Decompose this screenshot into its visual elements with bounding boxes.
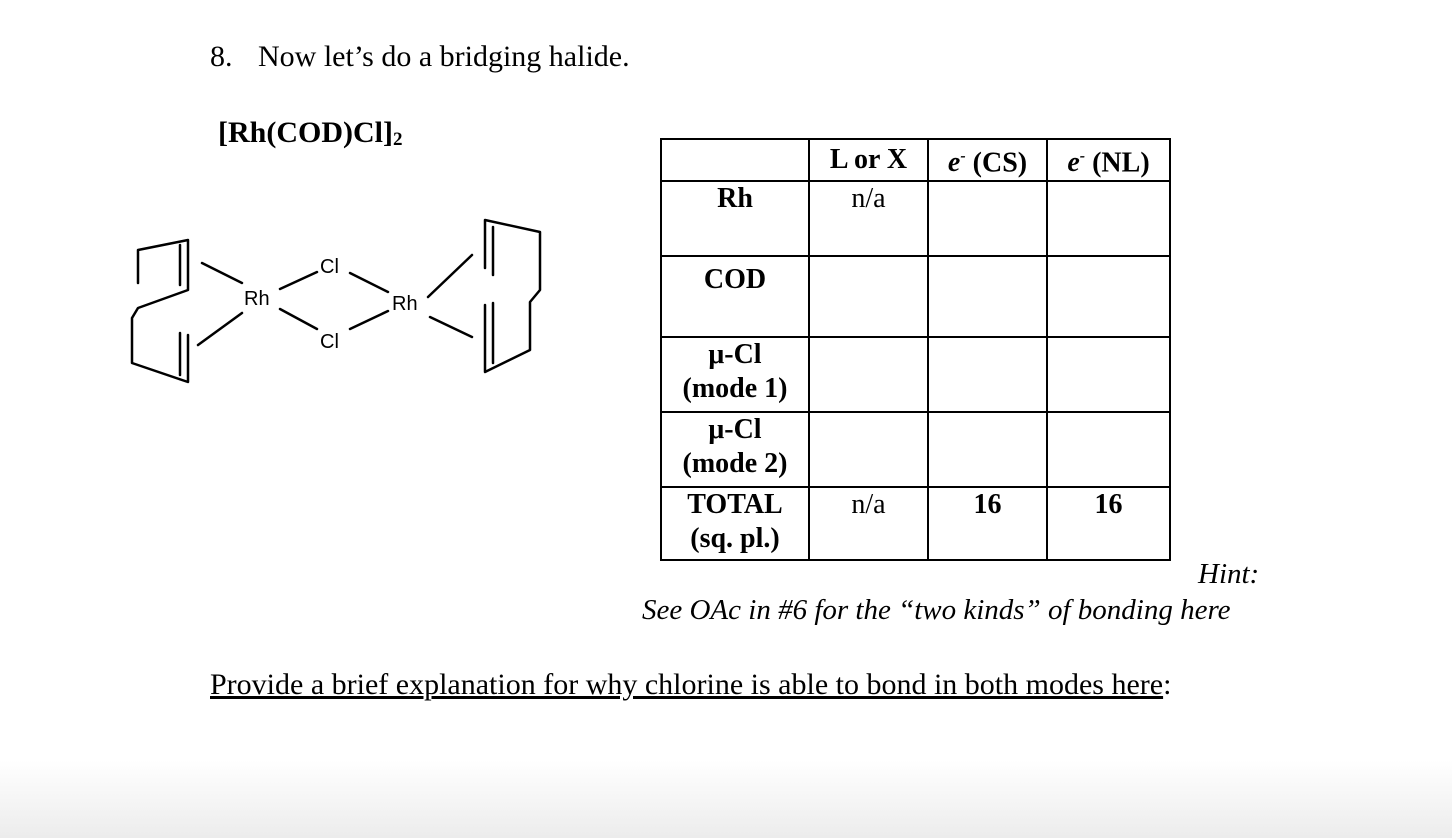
bond-left-lower: [198, 313, 242, 345]
rh-cod-cl-dimer-structure: [120, 205, 560, 395]
right-cod-ring: [485, 220, 540, 372]
page-bottom-shade: [0, 760, 1452, 838]
cod-lx-cell: [809, 256, 928, 337]
hint-label: Hint:: [1198, 558, 1260, 590]
total-nl-cell: 16: [1047, 487, 1170, 560]
atom-cl-bottom: Cl: [320, 331, 339, 353]
mucl2-lx-cell: [809, 412, 928, 487]
bond-right-upper: [428, 255, 472, 297]
question-heading: [210, 40, 630, 74]
total-lx-cell: n/a: [809, 487, 928, 560]
atom-cl-top: Cl: [320, 256, 339, 278]
prompt-colon: :: [1163, 668, 1172, 701]
mucl2-nl-cell: [1047, 412, 1170, 487]
rh-lx-cell: n/a: [809, 181, 928, 256]
table-row-cod: [661, 256, 1170, 337]
bond-rh1-cl-top: [280, 272, 317, 289]
bond-left-upper: [202, 263, 242, 283]
bond-cl-top-rh2: [350, 273, 388, 292]
mucl2-cs-cell: [928, 412, 1047, 487]
electron-count-table: [660, 138, 1171, 561]
header-nl-symbol: e-: [1067, 147, 1086, 179]
header-cs-symbol: e-: [947, 147, 966, 179]
row-label-mu-cl-mode-2: μ-Cl (mode 2): [661, 412, 809, 487]
table-row-rh: [661, 181, 1170, 256]
prompt-text: Provide a brief explanation for why chlorine is able to bond in both modes here: [210, 668, 1164, 701]
table-row-mu-cl-mode-1: [661, 337, 1170, 412]
bond-cl-bottom-rh2: [350, 311, 388, 329]
mucl1-nl-cell: [1047, 337, 1170, 412]
mucl1-lx-cell: [809, 337, 928, 412]
question-text: Now let’s do a bridging halide.: [258, 40, 630, 73]
rh-nl-cell: [1047, 181, 1170, 256]
bond-rh1-cl-bottom: [280, 309, 317, 329]
row-label-mu-cl-mode-1: μ-Cl (mode 1): [661, 337, 809, 412]
header-electrons-nl: e- (NL): [1047, 139, 1170, 181]
bond-right-lower: [430, 317, 472, 337]
mucl1-cs-cell: [928, 337, 1047, 412]
header-electrons-cs: e- (CS): [928, 139, 1047, 181]
compound-formula: [218, 116, 402, 151]
cod-cs-cell: [928, 256, 1047, 337]
table-row-mu-cl-mode-2: [661, 412, 1170, 487]
total-cs-cell: 16: [928, 487, 1047, 560]
row-label-total: TOTAL (sq. pl.): [661, 487, 809, 560]
header-blank-cell: [661, 139, 809, 181]
question-number: 8.: [210, 40, 233, 73]
formula-main: [Rh(COD)Cl]: [218, 116, 393, 149]
cod-nl-cell: [1047, 256, 1170, 337]
atom-rh-left: Rh: [244, 288, 270, 310]
header-l-or-x: L or X: [809, 139, 928, 181]
table-header-row: [661, 139, 1170, 181]
left-cod-ring: [132, 240, 188, 382]
table-row-total: [661, 487, 1170, 560]
row-label-rh: Rh: [661, 181, 809, 256]
rh-cs-cell: [928, 181, 1047, 256]
hint-text: See OAc in #6 for the “two kinds” of bonding here: [642, 594, 1231, 626]
formula-subscript: 2: [392, 129, 403, 150]
row-label-cod: COD: [661, 256, 809, 337]
atom-rh-right: Rh: [392, 293, 418, 315]
explanation-prompt: [210, 668, 1171, 702]
